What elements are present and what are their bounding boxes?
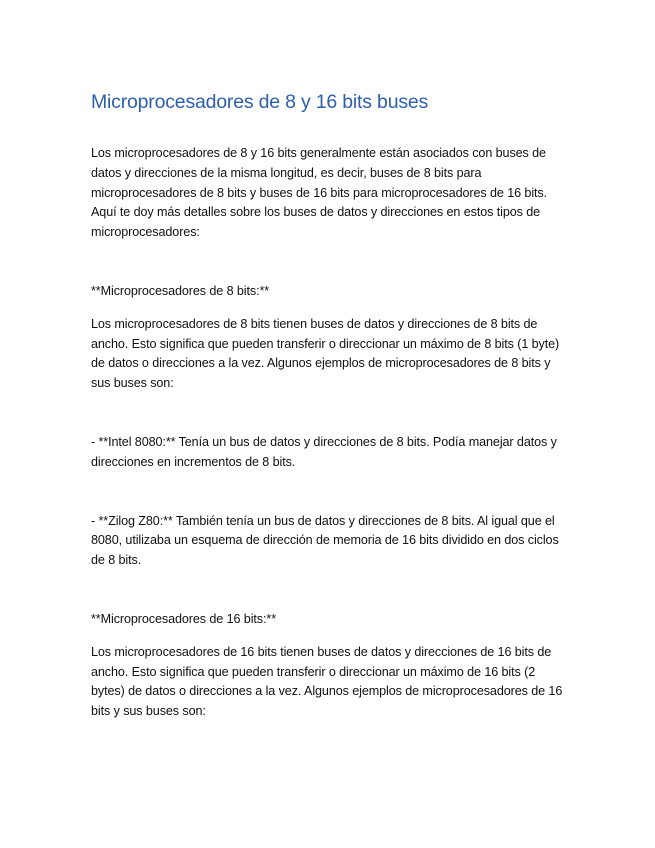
section-8bit-paragraph: Los microprocesadores de 8 bits tienen buses de datos y direcciones de 8 bits de ancho. Esto significa que pueden transferir o direccionar un máximo de 8 bits (1 byte) de datos o direcciones a la vez. Algunos ejemplos de microprocesadores de 8 bits y sus buses son:	[91, 316, 560, 391]
section-16bit-heading: **Microprocesadores de 16 bits:**	[91, 611, 277, 626]
document-body	[91, 88, 567, 722]
list-item-zilog-z80: - **Zilog Z80:** También tenía un bus de datos y direcciones de 8 bits. Al igual que el 8080, utilizaba un esquema de dirección de memoria de 16 bits dividido en dos ciclos de 8 bits.	[91, 513, 559, 568]
section-16bit-paragraph: Los microprocesadores de 16 bits tienen buses de datos y direcciones de 16 bits de ancho. Esto significa que pueden transferir o direccionar un máximo de 16 bits (2 bytes) de datos o direcciones a la vez. Algunos ejemplos de microprocesadores de 16 bits y sus buses son:	[91, 644, 563, 719]
section-8bit-heading: **Microprocesadores de 8 bits:**	[91, 283, 270, 298]
document-title: Microprocesadores de 8 y 16 bits buses	[91, 91, 429, 113]
intro-paragraph: Los microprocesadores de 8 y 16 bits generalmente están asociados con buses de datos y direcciones de la misma longitud, es decir, buses de 8 bits para microprocesadores de 8 bits y buses de 16 bits para microprocesadores de 16 bits. Aquí te doy más detalles sobre los buses de datos y direcciones en estos tipos de microprocesadores:	[91, 146, 548, 240]
list-item-intel-8080: - **Intel 8080:** Tenía un bus de datos y direcciones de 8 bits. Podía manejar datos y direcciones en incrementos de 8 bits.	[91, 434, 557, 469]
